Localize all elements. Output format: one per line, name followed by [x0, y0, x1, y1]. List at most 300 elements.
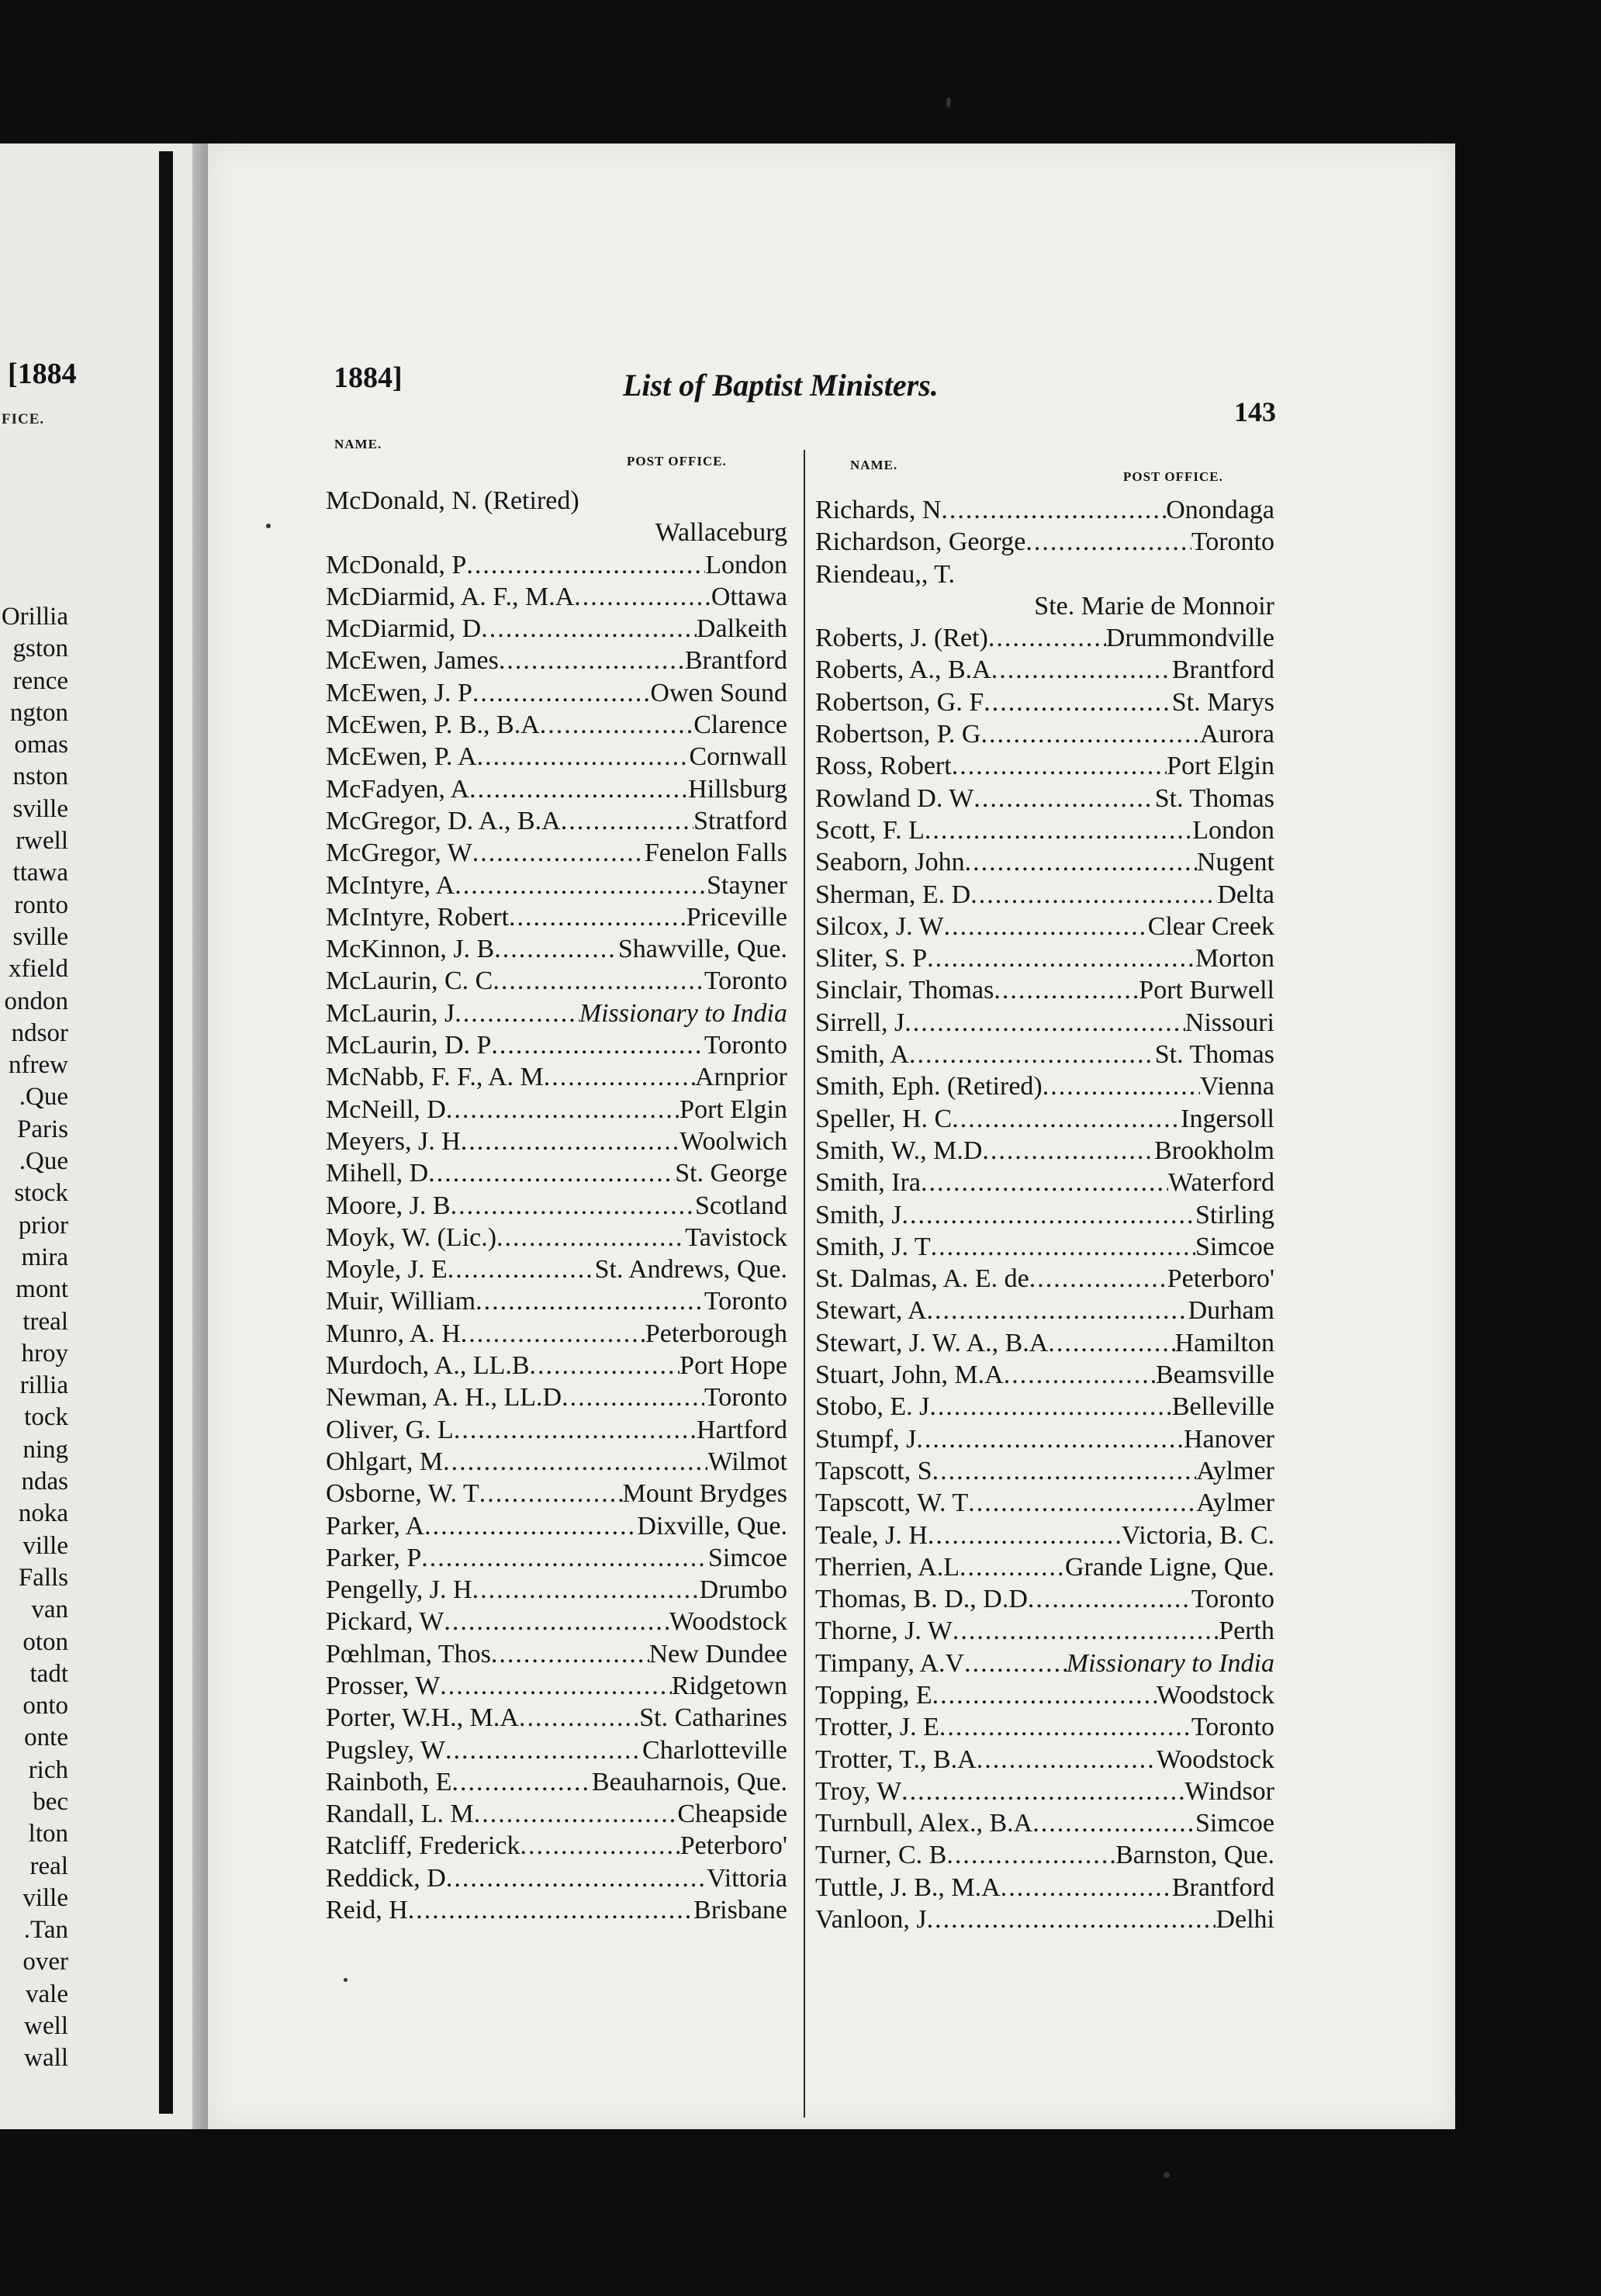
previous-page-entry: treal — [22, 1307, 68, 1336]
minister-name: Thomas, B. D., D.D — [815, 1585, 1028, 1614]
directory-entry — [326, 1830, 787, 1862]
dot-leader — [932, 1455, 1197, 1487]
minister-name: Topping, E — [815, 1680, 932, 1710]
minister-name: Mihell, D — [326, 1159, 429, 1188]
previous-page-entries — [0, 601, 68, 2075]
directory-entry — [326, 1414, 787, 1446]
post-office: Cornwall — [689, 742, 787, 772]
minister-name: Ratcliff, Frederick — [326, 1831, 520, 1861]
directory-entry — [815, 1295, 1274, 1326]
post-office: Brookholm — [1154, 1136, 1274, 1165]
post-office: Windsor — [1184, 1776, 1274, 1806]
directory-entry — [815, 1359, 1274, 1391]
post-office: Waterford — [1168, 1168, 1274, 1198]
minister-name: McIntyre, Robert — [326, 902, 510, 932]
directory-entry — [326, 485, 787, 517]
directory-entry — [326, 901, 787, 933]
directory-entry — [326, 1094, 787, 1126]
dot-leader — [469, 773, 688, 805]
directory-entry — [815, 1007, 1274, 1039]
dot-leader — [530, 1350, 680, 1381]
previous-page-entry: noka — [18, 1499, 68, 1528]
dot-leader — [925, 814, 1192, 846]
post-office: St. Thomas — [1154, 783, 1274, 813]
minister-name: Reid, H — [326, 1896, 408, 1925]
post-office: Aylmer — [1196, 1456, 1274, 1485]
directory-entry — [326, 1478, 787, 1509]
post-office: Ottawa — [711, 582, 787, 611]
post-office: Hartford — [696, 1415, 787, 1444]
minister-name: Ross, Robert — [815, 752, 952, 781]
post-office: Simcoe — [1195, 1232, 1274, 1261]
minister-name: Rainboth, E — [326, 1767, 452, 1796]
dot-leader — [408, 1894, 693, 1926]
minister-name: Tapscott, S — [815, 1456, 932, 1485]
minister-name: Vanloon, J — [815, 1905, 927, 1935]
directory-entry — [815, 750, 1274, 782]
post-office: Brantford — [1171, 655, 1274, 685]
minister-name: McEwen, J. P — [326, 678, 472, 707]
directory-entry — [326, 933, 787, 965]
post-office: Cheapside — [677, 1800, 787, 1829]
minister-name: Pœhlman, Thos — [326, 1639, 491, 1668]
post-office: Hanover — [1183, 1424, 1274, 1454]
minister-name: Smith, W., M.D — [815, 1136, 983, 1165]
dot-leader — [982, 1135, 1154, 1167]
dot-leader — [901, 1199, 1195, 1231]
post-office: Nugent — [1196, 848, 1274, 877]
post-office: Simcoe — [1195, 1809, 1274, 1838]
dot-leader — [944, 911, 1148, 942]
minister-name: Munro, A. H — [326, 1319, 461, 1348]
directory-entry — [815, 1648, 1274, 1679]
minister-name: Pengelly, J. H — [326, 1575, 472, 1605]
post-office: London — [1192, 815, 1274, 845]
post-office: Woolwich — [679, 1126, 787, 1156]
directory-entry — [326, 837, 787, 869]
directory-entry — [326, 1126, 787, 1157]
previous-page-entry: rillia — [19, 1371, 68, 1400]
post-office: Brantford — [684, 646, 787, 676]
dot-leader — [445, 1734, 642, 1766]
directory-entry — [326, 1862, 787, 1894]
post-office: Toronto — [704, 1383, 787, 1413]
minister-name: McEwen, P. B., B.A — [326, 711, 540, 740]
dot-leader — [1048, 1327, 1174, 1359]
directory-entry — [326, 805, 787, 837]
dot-leader — [932, 1679, 1157, 1711]
minister-name: Ohlgart, M — [326, 1447, 444, 1476]
minister-name: McDonald, P — [326, 550, 467, 579]
directory-entry — [815, 1263, 1274, 1295]
minister-name: McNeill, D — [326, 1094, 446, 1124]
minister-name: Trotter, T., B.A — [815, 1744, 977, 1774]
directory-entry — [326, 1734, 787, 1766]
dot-leader — [952, 1103, 1181, 1135]
post-office: Port Burwell — [1139, 976, 1274, 1005]
directory-entry — [326, 1702, 787, 1734]
post-office: Woodstock — [1156, 1680, 1274, 1710]
previous-page-entry: onto — [22, 1692, 68, 1720]
directory-entry — [815, 1103, 1274, 1135]
directory-entry — [815, 1520, 1274, 1551]
minister-name: McLaurin, J — [326, 998, 455, 1028]
post-office: Victoria, B. C. — [1121, 1520, 1274, 1550]
post-office: Delhi — [1215, 1905, 1274, 1935]
directory-entry — [326, 1253, 787, 1285]
dot-leader — [509, 901, 686, 933]
post-office: Dixville, Que. — [637, 1511, 787, 1540]
directory-entry — [326, 517, 787, 548]
directory-entry — [815, 1455, 1274, 1487]
right-column-post-header: POST OFFICE. — [1123, 469, 1223, 484]
minister-name: Meyers, J. H — [326, 1126, 461, 1156]
directory-entry — [326, 1542, 787, 1574]
minister-name: Tapscott, W. T — [815, 1489, 969, 1518]
directory-entry — [815, 1039, 1274, 1070]
post-office: Onondaga — [1166, 496, 1274, 524]
dot-leader — [444, 1606, 669, 1637]
minister-name: Robertson, G. F — [815, 687, 984, 717]
directory-entry — [815, 1711, 1274, 1743]
dot-leader — [466, 549, 705, 581]
post-office: Brantford — [1171, 1872, 1274, 1902]
post-office: New Dundee — [648, 1639, 787, 1668]
previous-page-entry: sville — [12, 794, 68, 823]
directory-entry — [815, 1744, 1274, 1776]
minister-name: Sliter, S. P — [815, 944, 928, 973]
dot-leader — [965, 846, 1197, 878]
previous-page-entry: Paris — [17, 1115, 68, 1143]
directory-entry — [815, 911, 1274, 942]
previous-page-entry: ndas — [21, 1468, 68, 1496]
previous-page-entry: tock — [24, 1403, 68, 1432]
dot-leader — [901, 1776, 1184, 1807]
previous-page-entry: stock — [14, 1179, 68, 1208]
dot-leader — [928, 1520, 1122, 1551]
dot-leader — [421, 1542, 708, 1574]
minister-name: Robertson, P. G — [815, 720, 981, 749]
directory-entry — [815, 1615, 1274, 1647]
directory-entry — [815, 846, 1274, 878]
post-office: Woodstock — [1156, 1744, 1274, 1774]
directory-entry — [326, 965, 787, 997]
directory-entry — [815, 1391, 1274, 1423]
post-office: Aylmer — [1196, 1489, 1274, 1518]
minister-name: McKinnon, J. B — [326, 935, 495, 964]
minister-name: Turner, C. B — [815, 1841, 947, 1870]
previous-page-entry: over — [22, 1948, 68, 1976]
minister-name: Parker, P — [326, 1543, 422, 1572]
dot-leader — [927, 1295, 1188, 1326]
directory-entry — [815, 1807, 1274, 1839]
directory-entry — [815, 590, 1274, 622]
post-office: Clear Creek — [1147, 911, 1274, 941]
post-office: St. Andrews, Que. — [594, 1255, 787, 1285]
minister-name: Richards, N — [815, 496, 942, 524]
directory-entry — [326, 1894, 787, 1926]
minister-name: Parker, A — [326, 1511, 425, 1540]
dot-leader — [574, 581, 711, 613]
previous-page-entry: Falls — [18, 1563, 68, 1592]
directory-entry — [326, 1446, 787, 1478]
minister-name: Smith, Ira — [815, 1168, 921, 1198]
previous-page-entry: real — [29, 1852, 68, 1880]
directory-entry — [815, 654, 1274, 686]
minister-name: Stewart, J. W. A., B.A — [815, 1328, 1049, 1357]
dot-leader — [952, 750, 1167, 782]
directory-entry — [326, 1606, 787, 1637]
dot-leader — [481, 613, 697, 645]
directory-entry — [815, 814, 1274, 846]
ink-speck — [266, 524, 271, 528]
post-office: Toronto — [1191, 1713, 1274, 1742]
dot-leader — [443, 1446, 707, 1478]
minister-name: St. Dalmas, A. E. de — [815, 1264, 1029, 1294]
directory-entry — [326, 1061, 787, 1093]
previous-page-entry: tadt — [29, 1659, 68, 1688]
directory-entry — [326, 1381, 787, 1413]
previous-page-entry: ville — [22, 1883, 68, 1912]
directory-entry — [326, 870, 787, 901]
book-page — [208, 144, 1455, 2129]
directory-entry — [326, 645, 787, 676]
post-office: Charlotteville — [642, 1735, 787, 1765]
previous-page-entry: lton — [28, 1820, 68, 1848]
dot-leader — [970, 879, 1217, 911]
dot-leader — [561, 805, 693, 837]
directory-entry — [815, 1070, 1274, 1102]
directory-entry — [326, 1157, 787, 1189]
directory-entry — [815, 942, 1274, 974]
post-office: St. George — [675, 1159, 787, 1188]
dot-leader — [479, 1478, 623, 1509]
previous-page-entry: well — [24, 2012, 68, 2041]
previous-page-entry: gston — [12, 635, 68, 663]
dot-leader — [448, 1253, 595, 1285]
dot-leader — [921, 1167, 1168, 1198]
post-office: St. Thomas — [1154, 1040, 1274, 1070]
previous-page-entry: ttawa — [12, 859, 68, 887]
post-office: Peterborough — [645, 1319, 787, 1348]
post-office: Tavistock — [685, 1222, 787, 1252]
post-office: London — [705, 550, 787, 579]
directory-entry — [815, 1199, 1274, 1231]
post-office: Wilmot — [707, 1447, 787, 1476]
minister-name: Therrien, A.L — [815, 1552, 960, 1582]
directory-entry — [326, 1285, 787, 1317]
directory-entry — [815, 494, 1274, 526]
directory-entry — [815, 1327, 1274, 1359]
minister-name: Murdoch, A., LL.B — [326, 1351, 530, 1381]
directory-entry — [815, 686, 1274, 718]
running-title: List of Baptist Ministers. — [623, 368, 939, 403]
minister-name: Randall, L. M — [326, 1800, 474, 1829]
previous-page-entry: nston — [12, 762, 68, 791]
previous-page-entry: van — [31, 1596, 68, 1624]
dot-leader — [953, 1615, 1219, 1647]
post-office: Vittoria — [707, 1863, 787, 1893]
previous-page-entry: Que. — [19, 1147, 68, 1176]
previous-page-entry: Orillia — [1, 603, 68, 631]
minister-name: Timpany, A.V — [815, 1648, 965, 1678]
post-office: Belleville — [1171, 1392, 1274, 1422]
directory-entry — [326, 773, 787, 805]
minister-name: McEwen, James — [326, 646, 499, 676]
post-office: Aurora — [1199, 720, 1274, 749]
previous-page-entry: hroy — [21, 1339, 68, 1368]
directory-entry — [815, 1423, 1274, 1455]
directory-entry — [326, 613, 787, 645]
dot-leader — [994, 974, 1139, 1006]
dot-leader — [946, 1839, 1115, 1871]
right-column-entries — [815, 494, 1274, 1935]
dot-leader — [941, 494, 1166, 526]
minister-name: Turnbull, Alex., B.A — [815, 1809, 1033, 1838]
previous-page-entry: Tan. — [23, 1916, 68, 1945]
previous-page-entry: xfield — [9, 955, 68, 984]
minister-name: McLaurin, D. P — [326, 1031, 492, 1060]
post-office: Drummondville — [1105, 624, 1274, 653]
post-office: St. Marys — [1171, 687, 1274, 717]
minister-name: McFadyen, A — [326, 774, 470, 804]
ink-speck — [1164, 2172, 1170, 2178]
directory-entry — [326, 741, 787, 773]
post-office: Durham — [1188, 1296, 1274, 1326]
directory-entry — [815, 1551, 1274, 1583]
dot-leader — [968, 1487, 1196, 1519]
directory-entry — [815, 1167, 1274, 1198]
post-office: Ingersoll — [1181, 1104, 1274, 1133]
previous-page-entry: onte — [24, 1724, 68, 1752]
column-divider — [804, 450, 805, 2118]
minister-name: Prosser, W — [326, 1671, 441, 1700]
post-office: Perth — [1219, 1617, 1274, 1646]
directory-entry — [326, 1798, 787, 1830]
dot-leader — [474, 1798, 678, 1830]
ink-speck — [344, 1978, 348, 1982]
dot-leader — [424, 1510, 637, 1542]
dot-leader — [461, 1126, 679, 1157]
minister-name: Thorne, J. W — [815, 1617, 953, 1646]
dot-leader — [519, 1702, 639, 1734]
dot-leader — [904, 1007, 1185, 1039]
post-office: Peterboro' — [679, 1831, 787, 1861]
post-office: Nissouri — [1184, 1008, 1274, 1037]
directory-entry — [815, 558, 1274, 590]
previous-page-entry: ville — [22, 1531, 68, 1560]
dot-leader — [980, 718, 1199, 750]
previous-page-entry: rence — [12, 666, 68, 695]
minister-name: McGregor, W — [326, 839, 472, 868]
previous-page-entry: ndsor — [11, 1018, 68, 1047]
dot-leader — [1029, 1263, 1167, 1295]
dot-leader — [491, 1638, 649, 1670]
dot-leader — [446, 1862, 707, 1894]
minister-name: McNabb, F. F., A. M — [326, 1063, 544, 1092]
post-office: Stayner — [707, 870, 787, 900]
dot-leader — [1043, 1070, 1200, 1102]
minister-name: Trotter, J. E — [815, 1713, 939, 1742]
left-column-name-header: NAME. — [334, 437, 382, 451]
directory-entry — [815, 526, 1274, 558]
previous-page-entry: ning — [22, 1435, 68, 1464]
post-office: Woodstock — [669, 1607, 787, 1637]
dot-leader — [1025, 526, 1191, 558]
directory-entry — [815, 1135, 1274, 1167]
minister-name: Smith, J. T — [815, 1232, 931, 1261]
post-office: Hillsburg — [688, 774, 787, 804]
minister-name: Troy, W — [815, 1776, 902, 1806]
left-column-post-header: POST OFFICE. — [627, 454, 727, 469]
minister-name: Newman, A. H., LL.D — [326, 1383, 562, 1413]
dot-leader — [428, 1157, 675, 1189]
directory-entry — [815, 783, 1274, 814]
minister-name: Sirrell, J — [815, 1008, 905, 1037]
post-office: Owen Sound — [650, 678, 787, 707]
post-office: St. Catharines — [639, 1703, 787, 1733]
previous-page-entry: ronto — [14, 890, 68, 919]
post-office: Dalkeith — [696, 614, 787, 644]
dot-leader — [1001, 1872, 1172, 1904]
directory-entry — [815, 1487, 1274, 1519]
dot-leader — [540, 709, 693, 741]
directory-entry — [326, 1766, 787, 1798]
dot-leader — [964, 1648, 1067, 1679]
post-office: Ridgetown — [671, 1671, 787, 1700]
post-office: Scotland — [695, 1191, 787, 1220]
dot-leader — [931, 1231, 1195, 1263]
minister-name: McEwen, P. A — [326, 742, 477, 772]
dot-leader — [440, 1670, 672, 1702]
directory-entry — [815, 622, 1274, 654]
previous-page-entry: bec — [33, 1787, 68, 1816]
post-office: Port Elgin — [679, 1094, 787, 1124]
directory-entry — [815, 879, 1274, 911]
directory-entry — [326, 709, 787, 741]
ink-speck — [946, 97, 951, 108]
previous-page-entry: prior — [18, 1211, 68, 1240]
minister-name: Seaborn, John — [815, 848, 965, 877]
post-office: Morton — [1195, 944, 1274, 973]
minister-name: Reddick, D — [326, 1863, 446, 1893]
page-number: 143 — [1234, 396, 1276, 427]
post-office: Clarence — [693, 711, 787, 740]
minister-name: Porter, W.H., M.A — [326, 1703, 519, 1733]
dot-leader — [455, 998, 579, 1029]
previous-page-entry: rich — [28, 1755, 68, 1784]
minister-name: McGregor, D. A., B.A — [326, 806, 561, 835]
dot-leader — [927, 1904, 1216, 1935]
right-column-name-header: NAME. — [850, 458, 898, 472]
minister-name: Pickard, W — [326, 1607, 444, 1637]
minister-name: Muir, William — [326, 1287, 476, 1316]
minister-name: Scott, F. L — [815, 815, 925, 845]
dot-leader — [472, 1574, 700, 1606]
minister-name: Moyk, W. (Lic.) — [326, 1222, 497, 1252]
directory-entry — [326, 1350, 787, 1381]
dot-leader — [451, 1190, 695, 1222]
minister-name: McLaurin, C. C — [326, 966, 493, 996]
directory-entry — [815, 1231, 1274, 1263]
post-office: Peterboro' — [1167, 1264, 1274, 1294]
directory-entry — [326, 549, 787, 581]
post-office: Port Elgin — [1167, 752, 1274, 781]
post-office: Toronto — [1191, 527, 1274, 557]
dot-leader — [455, 870, 707, 901]
minister-name: Silcox, J. W — [815, 911, 944, 941]
post-office: Drumbo — [699, 1575, 787, 1605]
